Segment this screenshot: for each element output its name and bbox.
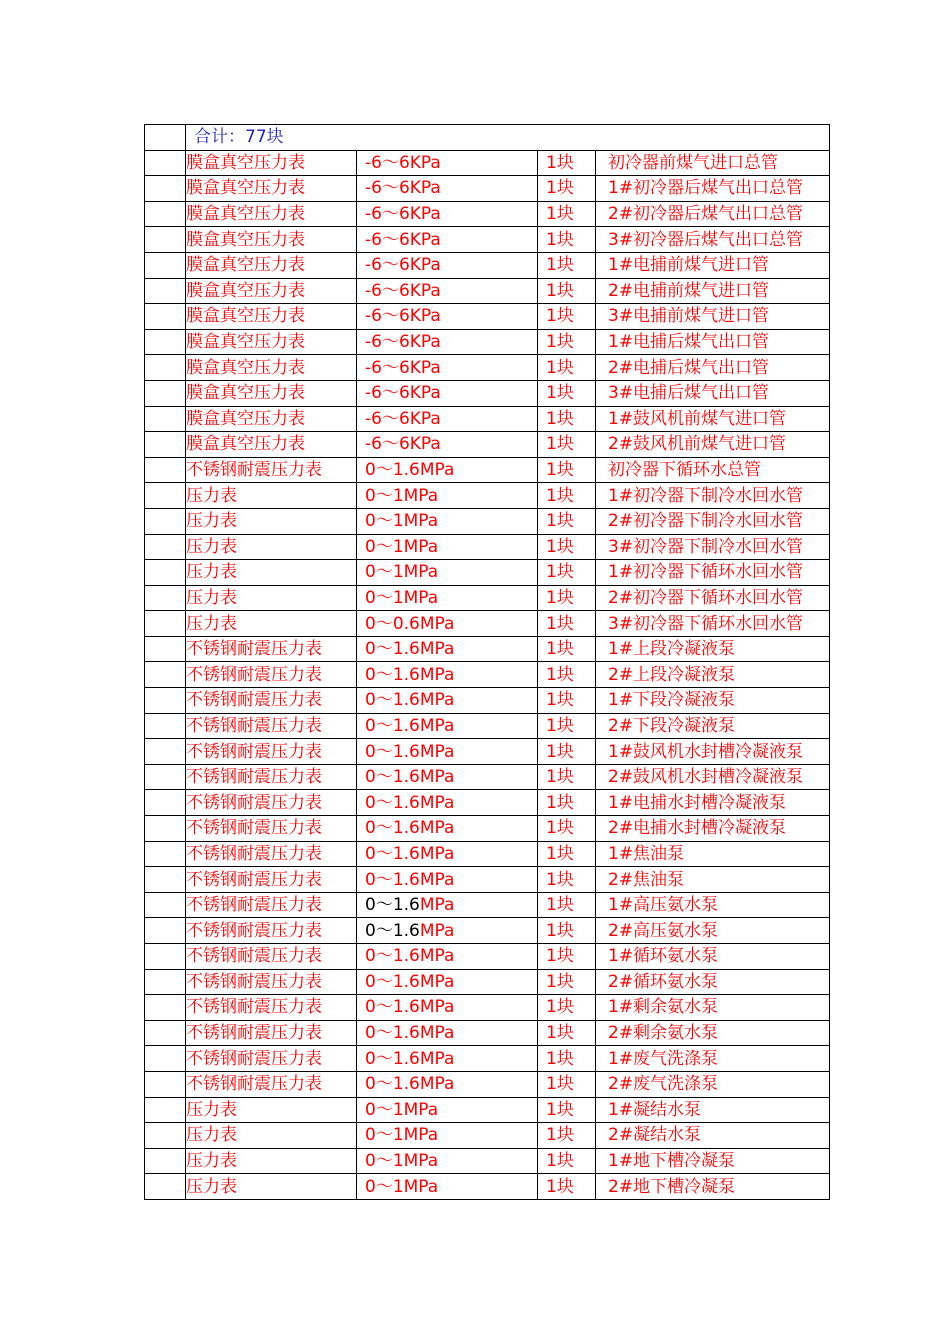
instrument-name-cell: 不锈钢耐震压力表 [186,764,357,790]
instrument-name-cell: 不锈钢耐震压力表 [186,688,357,714]
index-cell [145,125,186,151]
instrument-name-cell: 不锈钢耐震压力表 [186,662,357,688]
quantity-cell: 1块 [538,944,596,970]
location-cell: 初冷器下循环水总管 [596,457,830,483]
location-cell: 1#上段冷凝液泵 [596,636,830,662]
table-row [145,508,830,534]
index-cell [145,278,186,304]
table-row [145,1148,830,1174]
range-cell: 0～1.6MPa [357,892,538,918]
location-cell: 2#初冷器后煤气出口总管 [596,201,830,227]
index-cell [145,918,186,944]
instrument-name-cell: 不锈钢耐震压力表 [186,713,357,739]
location-cell: 2#电捕后煤气出口管 [596,355,830,381]
location-cell: 1#地下槽冷凝泵 [596,1148,830,1174]
instrument-name-cell: 不锈钢耐震压力表 [186,1071,357,1097]
index-cell [145,355,186,381]
instrument-name-cell: 膜盒真空压力表 [186,227,357,253]
index-cell [145,867,186,893]
index-cell [145,534,186,560]
index-cell [145,201,186,227]
index-cell [145,560,186,586]
location-cell: 3#初冷器下循环水回水管 [596,611,830,637]
instrument-name-cell: 压力表 [186,483,357,509]
quantity-cell: 1块 [538,457,596,483]
index-cell [145,944,186,970]
range-cell: 0～1.6MPa [357,1020,538,1046]
table-row [145,918,830,944]
index-cell [145,636,186,662]
index-cell [145,1174,186,1200]
location-cell: 2#下段冷凝液泵 [596,713,830,739]
quantity-cell: 1块 [538,585,596,611]
instrument-name-cell: 不锈钢耐震压力表 [186,841,357,867]
instrument-name-cell: 压力表 [186,1123,357,1149]
table-row [145,406,830,432]
index-cell [145,713,186,739]
table-row [145,816,830,842]
location-cell: 2#鼓风机前煤气进口管 [596,432,830,458]
index-cell [145,790,186,816]
location-cell: 2#高压氨水泵 [596,918,830,944]
index-cell [145,688,186,714]
index-cell [145,483,186,509]
location-cell: 1#废气洗涤泵 [596,1046,830,1072]
range-cell: -6～6KPa [357,355,538,381]
range-cell: 0～1.6MPa [357,688,538,714]
location-cell: 1#鼓风机前煤气进口管 [596,406,830,432]
index-cell [145,1046,186,1072]
instrument-name-cell: 不锈钢耐震压力表 [186,995,357,1021]
range-cell: 0～1.6MPa [357,944,538,970]
table-row [145,176,830,202]
instrument-name-cell: 压力表 [186,1174,357,1200]
instrument-name-cell: 不锈钢耐震压力表 [186,918,357,944]
quantity-cell: 1块 [538,176,596,202]
location-cell: 2#地下槽冷凝泵 [596,1174,830,1200]
instrument-name-cell: 膜盒真空压力表 [186,201,357,227]
quantity-cell: 1块 [538,380,596,406]
table-row [145,252,830,278]
range-cell: -6～6KPa [357,278,538,304]
quantity-cell: 1块 [538,1071,596,1097]
location-cell: 2#焦油泵 [596,867,830,893]
range-cell: 0～1.6MPa [357,713,538,739]
quantity-cell: 1块 [538,1123,596,1149]
index-cell [145,585,186,611]
instrument-name-cell: 膜盒真空压力表 [186,304,357,330]
range-cell: 0～1.6MPa [357,995,538,1021]
instrument-name-cell: 压力表 [186,1097,357,1123]
location-cell: 2#剩余氨水泵 [596,1020,830,1046]
table-row [145,483,830,509]
quantity-cell: 1块 [538,329,596,355]
index-cell [145,176,186,202]
quantity-cell: 1块 [538,918,596,944]
instrument-name-cell: 压力表 [186,508,357,534]
location-cell: 2#电捕水封槽冷凝液泵 [596,816,830,842]
table-row [145,841,830,867]
quantity-cell: 1块 [538,432,596,458]
instrument-name-cell: 膜盒真空压力表 [186,252,357,278]
index-cell [145,892,186,918]
index-cell [145,1123,186,1149]
table-row [145,764,830,790]
range-value-black: 0～1.6 [365,895,420,916]
location-cell: 1#初冷器下循环水回水管 [596,560,830,586]
table-row [145,636,830,662]
range-cell: -6～6KPa [357,201,538,227]
table-row [145,739,830,765]
range-cell: 0～1.6MPa [357,918,538,944]
instrument-name-cell: 压力表 [186,611,357,637]
range-cell: -6～6KPa [357,252,538,278]
instrument-name-cell: 不锈钢耐震压力表 [186,1020,357,1046]
table-row [145,1174,830,1200]
index-cell [145,508,186,534]
quantity-cell: 1块 [538,995,596,1021]
range-cell: 0～1.6MPa [357,790,538,816]
table-row [145,611,830,637]
range-cell: 0～1.6MPa [357,662,538,688]
instrument-name-cell: 压力表 [186,1148,357,1174]
index-cell [145,380,186,406]
range-cell: 0～1.6MPa [357,969,538,995]
location-cell: 2#初冷器下制冷水回水管 [596,508,830,534]
instrument-name-cell: 膜盒真空压力表 [186,176,357,202]
instrument-table [144,124,830,1200]
instrument-name-cell: 膜盒真空压力表 [186,406,357,432]
quantity-cell: 1块 [538,1148,596,1174]
quantity-cell: 1块 [538,611,596,637]
index-cell [145,611,186,637]
range-cell: -6～6KPa [357,150,538,176]
quantity-cell: 1块 [538,304,596,330]
table-row [145,355,830,381]
location-cell: 3#初冷器下制冷水回水管 [596,534,830,560]
quantity-cell: 1块 [538,1097,596,1123]
table-row [145,457,830,483]
quantity-cell: 1块 [538,892,596,918]
quantity-cell: 1块 [538,764,596,790]
location-cell: 1#电捕水封槽冷凝液泵 [596,790,830,816]
range-cell: -6～6KPa [357,329,538,355]
instrument-name-cell: 不锈钢耐震压力表 [186,636,357,662]
instrument-name-cell: 不锈钢耐震压力表 [186,969,357,995]
range-cell: 0～1MPa [357,1174,538,1200]
location-cell: 3#电捕前煤气进口管 [596,304,830,330]
quantity-cell: 1块 [538,841,596,867]
index-cell [145,150,186,176]
table-row [145,1097,830,1123]
range-cell: 0～0.6MPa [357,611,538,637]
range-cell: 0～1MPa [357,508,538,534]
range-cell: -6～6KPa [357,304,538,330]
quantity-cell: 1块 [538,636,596,662]
quantity-cell: 1块 [538,278,596,304]
location-cell: 1#焦油泵 [596,841,830,867]
index-cell [145,1148,186,1174]
quantity-cell: 1块 [538,560,596,586]
quantity-cell: 1块 [538,150,596,176]
index-cell [145,969,186,995]
range-cell: 0～1MPa [357,1148,538,1174]
instrument-name-cell: 不锈钢耐震压力表 [186,816,357,842]
range-cell: 0～1.6MPa [357,1046,538,1072]
range-cell: 0～1MPa [357,1123,538,1149]
range-cell: -6～6KPa [357,432,538,458]
index-cell [145,841,186,867]
instrument-name-cell: 不锈钢耐震压力表 [186,1046,357,1072]
instrument-name-cell: 膜盒真空压力表 [186,150,357,176]
instrument-name-cell: 不锈钢耐震压力表 [186,944,357,970]
instrument-name-cell: 膜盒真空压力表 [186,432,357,458]
table-row [145,1123,830,1149]
range-cell: 0～1.6MPa [357,841,538,867]
range-cell: -6～6KPa [357,227,538,253]
instrument-name-cell: 不锈钢耐震压力表 [186,892,357,918]
instrument-name-cell: 膜盒真空压力表 [186,355,357,381]
quantity-cell: 1块 [538,483,596,509]
location-cell: 2#废气洗涤泵 [596,1071,830,1097]
quantity-cell: 1块 [538,662,596,688]
quantity-cell: 1块 [538,969,596,995]
index-cell [145,995,186,1021]
index-cell [145,1020,186,1046]
index-cell [145,304,186,330]
quantity-cell: 1块 [538,1174,596,1200]
table-row [145,585,830,611]
instrument-name-cell: 不锈钢耐震压力表 [186,867,357,893]
range-cell: 0～1.6MPa [357,457,538,483]
table-row [145,380,830,406]
table-row [145,278,830,304]
table-row [145,560,830,586]
location-cell: 初冷器前煤气进口总管 [596,150,830,176]
quantity-cell: 1块 [538,1020,596,1046]
location-cell: 2#电捕前煤气进口管 [596,278,830,304]
instrument-name-cell: 膜盒真空压力表 [186,329,357,355]
location-cell: 1#鼓风机水封槽冷凝液泵 [596,739,830,765]
quantity-cell: 1块 [538,406,596,432]
location-cell: 2#上段冷凝液泵 [596,662,830,688]
quantity-cell: 1块 [538,534,596,560]
quantity-cell: 1块 [538,739,596,765]
table-row [145,201,830,227]
quantity-cell: 1块 [538,688,596,714]
table-row [145,867,830,893]
range-cell: -6～6KPa [357,406,538,432]
location-cell: 1#剩余氨水泵 [596,995,830,1021]
index-cell [145,329,186,355]
range-cell: -6～6KPa [357,176,538,202]
location-cell: 1#高压氨水泵 [596,892,830,918]
index-cell [145,252,186,278]
location-cell: 2#鼓风机水封槽冷凝液泵 [596,764,830,790]
index-cell [145,662,186,688]
range-cell: -6～6KPa [357,380,538,406]
range-value-black: 0～1.6 [365,920,420,941]
index-cell [145,432,186,458]
instrument-name-cell: 压力表 [186,560,357,586]
range-cell: 0～1.6MPa [357,816,538,842]
index-cell [145,739,186,765]
location-cell: 1#电捕前煤气进口管 [596,252,830,278]
index-cell [145,1071,186,1097]
quantity-cell: 1块 [538,508,596,534]
quantity-cell: 1块 [538,252,596,278]
table-row [145,432,830,458]
total-cell: 合计：77块 [186,125,830,151]
quantity-cell: 1块 [538,355,596,381]
table-row [145,688,830,714]
instrument-name-cell: 不锈钢耐震压力表 [186,457,357,483]
range-cell: 0～1.6MPa [357,636,538,662]
table-row [145,995,830,1021]
range-cell: 0～1.6MPa [357,867,538,893]
location-cell: 1#电捕后煤气出口管 [596,329,830,355]
index-cell [145,1097,186,1123]
quantity-cell: 1块 [538,201,596,227]
location-cell: 3#电捕后煤气出口管 [596,380,830,406]
location-cell: 2#循环氨水泵 [596,969,830,995]
table-row [145,304,830,330]
location-cell: 1#凝结水泵 [596,1097,830,1123]
table-row [145,1020,830,1046]
instrument-name-cell: 膜盒真空压力表 [186,278,357,304]
index-cell [145,764,186,790]
total-row [145,125,830,151]
table-row [145,1071,830,1097]
range-cell: 0～1MPa [357,534,538,560]
table-row [145,227,830,253]
index-cell [145,816,186,842]
table-row [145,329,830,355]
quantity-cell: 1块 [538,816,596,842]
quantity-cell: 1块 [538,867,596,893]
location-cell: 1#下段冷凝液泵 [596,688,830,714]
instrument-name-cell: 压力表 [186,585,357,611]
range-cell: 0～1MPa [357,1097,538,1123]
table-row [145,713,830,739]
table-row [145,662,830,688]
location-cell: 1#初冷器下制冷水回水管 [596,483,830,509]
index-cell [145,457,186,483]
table-row [145,892,830,918]
location-cell: 2#初冷器下循环水回水管 [596,585,830,611]
location-cell: 3#初冷器后煤气出口总管 [596,227,830,253]
table-row [145,150,830,176]
location-cell: 1#循环氨水泵 [596,944,830,970]
quantity-cell: 1块 [538,713,596,739]
instrument-name-cell: 压力表 [186,534,357,560]
range-cell: 0～1.6MPa [357,1071,538,1097]
instrument-name-cell: 膜盒真空压力表 [186,380,357,406]
quantity-cell: 1块 [538,227,596,253]
range-cell: 0～1MPa [357,560,538,586]
table-row [145,1046,830,1072]
table-row [145,969,830,995]
index-cell [145,406,186,432]
range-cell: 0～1MPa [357,483,538,509]
index-cell [145,227,186,253]
location-cell: 1#初冷器后煤气出口总管 [596,176,830,202]
range-cell: 0～1.6MPa [357,764,538,790]
instrument-name-cell: 不锈钢耐震压力表 [186,790,357,816]
range-cell: 0～1.6MPa [357,739,538,765]
quantity-cell: 1块 [538,790,596,816]
location-cell: 2#凝结水泵 [596,1123,830,1149]
table-row [145,944,830,970]
table-row [145,790,830,816]
range-cell: 0～1MPa [357,585,538,611]
table-row [145,534,830,560]
quantity-cell: 1块 [538,1046,596,1072]
instrument-name-cell: 不锈钢耐震压力表 [186,739,357,765]
